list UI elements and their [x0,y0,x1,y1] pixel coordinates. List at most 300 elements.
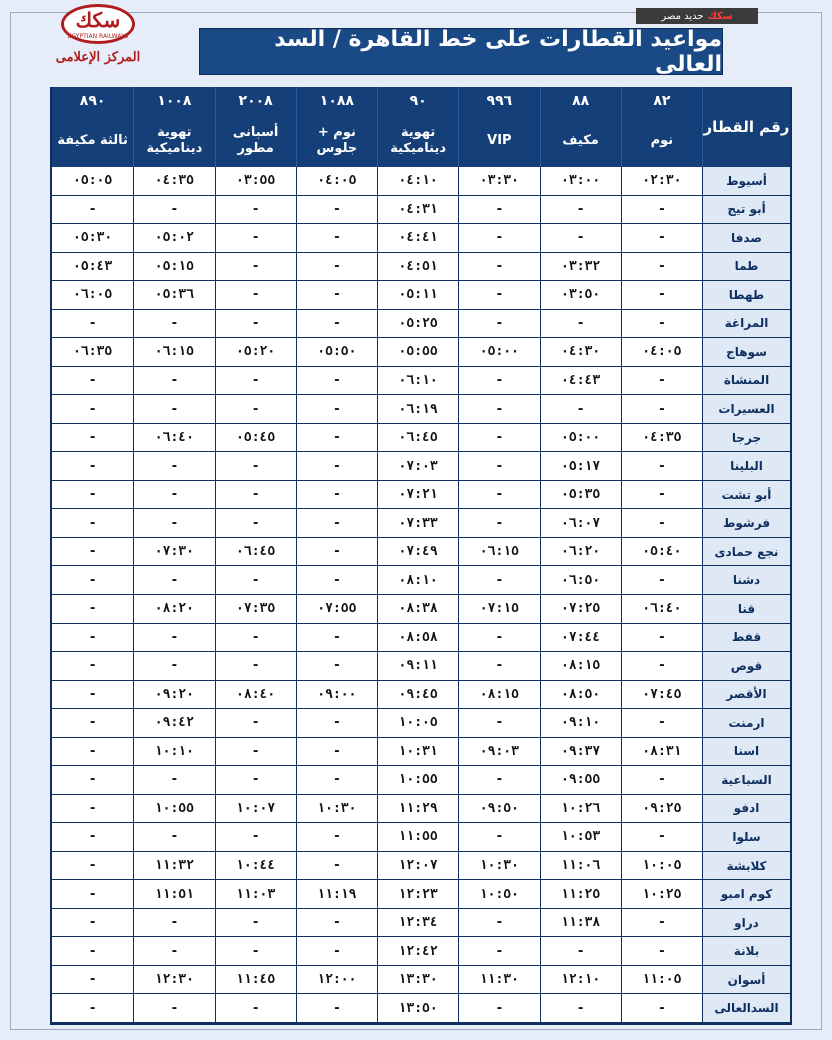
time-cell: - [215,652,296,681]
time-cell: - [621,766,702,795]
time-cell: - [133,909,214,938]
table-row [52,224,790,253]
station-name: أبو تشت [702,481,790,510]
time-cell: - [458,709,539,738]
time-cell: ٠٧:٤٥ [621,681,702,710]
time-cell: - [52,966,133,995]
page-title [199,28,723,75]
time-cell: ٠٥:٤٥ [215,424,296,453]
time-cell: - [458,253,539,282]
table-row [52,452,790,481]
time-cell: ٠٢:٣٠ [621,167,702,196]
time-cell: ١٠:٤٤ [215,852,296,881]
train-number-cell: ١٠٠٨ [133,87,214,115]
time-cell: - [458,281,539,310]
time-cell: ٠٦:٢٠ [540,538,621,567]
time-cell: ٠٤:٣٥ [621,424,702,453]
time-cell: ٠٧:٤٩ [377,538,458,567]
time-cell: ٠٣:٥٥ [215,167,296,196]
time-cell: ٠٤:٤٣ [540,367,621,396]
time-cell: ١١:٣٨ [540,909,621,938]
time-cell: ٠٥:٥٥ [377,338,458,367]
time-cell: - [133,766,214,795]
time-cell: - [215,566,296,595]
time-cell: - [52,795,133,824]
station-name: طما [702,253,790,282]
time-cell: ١٣:٥٠ [377,994,458,1023]
time-cell: ٠٤:١٠ [377,167,458,196]
time-cell: ٠٥:٣٥ [540,481,621,510]
time-cell: - [458,310,539,339]
time-cell: - [296,224,377,253]
page-title-text: مواعيد القطارات على خط القاهرة / السد العالى [274,26,722,77]
time-cell: ٠٥:٢٥ [377,310,458,339]
time-cell: - [540,395,621,424]
station-name: نجع حمادى [702,538,790,567]
time-cell: ٠٩:٢٥ [621,795,702,824]
train-type-cell: ثالثة مكيفة [52,115,133,167]
time-cell: - [52,909,133,938]
time-cell: - [133,509,214,538]
time-cell: - [621,481,702,510]
time-cell: - [215,994,296,1023]
train-number-cell: ٩٠ [377,87,458,115]
time-cell: - [621,310,702,339]
table-row [52,395,790,424]
time-cell: - [458,994,539,1023]
time-cell: ١٢:٠٧ [377,852,458,881]
time-cell: - [52,310,133,339]
time-cell: - [52,367,133,396]
train-type-cell: VIP [458,115,539,167]
time-cell: ٠٨:١٥ [540,652,621,681]
table-row [52,424,790,453]
time-cell: ١٣:٣٠ [377,966,458,995]
table-row [52,253,790,282]
time-cell: ٠٧:٥٥ [296,595,377,624]
time-cell: ٠٦:٥٠ [540,566,621,595]
time-cell: ٠٦:١٠ [377,367,458,396]
time-cell: ٠٥:١٧ [540,452,621,481]
time-cell: - [52,595,133,624]
logo-subtitle: EGYPTIAN RAILWAYS [67,33,129,40]
station-name: قفط [702,624,790,653]
time-cell: - [458,452,539,481]
table-row [52,566,790,595]
time-cell: - [215,937,296,966]
time-cell: ١٠:٣٠ [296,795,377,824]
time-cell: ٠٣:٠٠ [540,167,621,196]
time-cell: ١٠:١٠ [133,738,214,767]
time-cell: ٠٩:٢٠ [133,681,214,710]
time-cell: - [296,624,377,653]
time-cell: - [296,994,377,1023]
time-cell: - [540,994,621,1023]
time-cell: - [458,395,539,424]
time-cell: ٠٧:٤٤ [540,624,621,653]
time-cell: ١١:٠٣ [215,880,296,909]
station-name: جرجا [702,424,790,453]
time-cell: - [458,196,539,225]
time-cell: ٠٥:٤٠ [621,538,702,567]
station-name: اسنا [702,738,790,767]
time-cell: ١٢:٣٤ [377,909,458,938]
time-cell: ١٠:٥٥ [133,795,214,824]
time-cell: ٠٤:٤١ [377,224,458,253]
train-number-cell: ٢٠٠٨ [215,87,296,115]
time-cell: - [52,681,133,710]
time-cell: ٠٧:٣٣ [377,509,458,538]
time-cell: - [215,766,296,795]
time-cell: - [458,823,539,852]
time-cell: - [52,994,133,1023]
time-cell: - [215,224,296,253]
train-number-cell: ٩٩٦ [458,87,539,115]
station-name: المنشاة [702,367,790,396]
time-cell: ٠٤:٠٥ [296,167,377,196]
time-cell: - [621,395,702,424]
brand-tag-text: حديد مصر [661,10,704,22]
station-name: صدفا [702,224,790,253]
time-cell: ١٢:٠٠ [296,966,377,995]
time-cell: ٠٤:٥١ [377,253,458,282]
time-cell: - [133,937,214,966]
station-name: طهطا [702,281,790,310]
time-cell: ٠٤:٣١ [377,196,458,225]
train-type-row [52,115,790,167]
time-cell: - [52,424,133,453]
time-cell: ٠٩:١٠ [540,709,621,738]
time-cell: - [621,652,702,681]
time-cell: - [215,310,296,339]
time-cell: - [458,652,539,681]
time-cell: ٠٩:٤٥ [377,681,458,710]
time-cell: - [296,509,377,538]
time-cell: ٠٨:٤٠ [215,681,296,710]
time-cell: ١١:٥١ [133,880,214,909]
table-row [52,880,790,909]
time-cell: - [52,880,133,909]
time-cell: - [296,310,377,339]
time-cell: ٠٥:٠٠ [540,424,621,453]
time-cell: - [296,538,377,567]
time-cell: ٠٣:٥٠ [540,281,621,310]
station-name: قوص [702,652,790,681]
table-row [52,966,790,995]
station-name: كوم امبو [702,880,790,909]
time-cell: - [133,994,214,1023]
time-cell: - [52,538,133,567]
train-number-cell: ٨٩٠ [52,87,133,115]
brand-tag-red: سكك [707,10,733,22]
station-name: ادفو [702,795,790,824]
train-number-row [52,87,790,115]
time-cell: ٠٦:٤٠ [621,595,702,624]
time-cell: - [215,509,296,538]
time-cell: - [540,937,621,966]
train-number-cell: ١٠٨٨ [296,87,377,115]
time-cell: - [296,852,377,881]
time-cell: ٠٨:٣١ [621,738,702,767]
time-cell: ٠٦:١٥ [458,538,539,567]
station-name: السباعية [702,766,790,795]
table-row [52,681,790,710]
station-name: المراغة [702,310,790,339]
table-row [52,652,790,681]
time-cell: - [215,481,296,510]
logo-emblem [61,4,135,44]
train-type-cell: تهوية ديناميكية [133,115,214,167]
time-cell: - [215,823,296,852]
time-cell: ٠٦:٤٥ [377,424,458,453]
time-cell: ٠٨:٥٠ [540,681,621,710]
train-type-cell: نوم [621,115,702,167]
time-cell: ٠٧:٠٣ [377,452,458,481]
time-cell: - [215,281,296,310]
table-row [52,937,790,966]
time-cell: - [52,481,133,510]
time-cell: ٠٤:٣٠ [540,338,621,367]
time-cell: - [540,224,621,253]
time-cell: - [133,624,214,653]
time-cell: ٠٦:١٥ [133,338,214,367]
train-number-header: رقم القطار [702,87,790,167]
station-name: ارمنت [702,709,790,738]
time-cell: ٠٧:١٥ [458,595,539,624]
time-cell: ٠٨:١٠ [377,566,458,595]
time-cell: ١١:٥٥ [377,823,458,852]
time-cell: - [621,823,702,852]
time-cell: - [52,624,133,653]
time-cell: - [621,281,702,310]
table-row [52,766,790,795]
time-cell: - [621,994,702,1023]
time-cell: - [621,937,702,966]
time-cell: ٠٥:٣٦ [133,281,214,310]
time-cell: - [52,823,133,852]
time-cell: - [621,253,702,282]
time-cell: - [215,624,296,653]
table-row [52,481,790,510]
time-cell: - [296,823,377,852]
time-cell: ١٢:٤٢ [377,937,458,966]
time-cell: - [215,253,296,282]
train-type-cell: تهوية ديناميكية [377,115,458,167]
table-row [52,367,790,396]
time-cell: - [296,909,377,938]
time-cell: - [52,852,133,881]
time-cell: - [458,481,539,510]
time-cell: - [133,452,214,481]
time-cell: ٠٣:٣٢ [540,253,621,282]
time-cell: ١١:٤٥ [215,966,296,995]
timetable [52,87,790,1023]
time-cell: ٠٨:٥٨ [377,624,458,653]
time-cell: ١١:٣٠ [458,966,539,995]
time-cell: ٠٥:٠٠ [458,338,539,367]
time-cell: ١٠:٠٥ [621,852,702,881]
time-cell: - [458,566,539,595]
time-cell: ٠٥:٣٠ [52,224,133,253]
time-cell: ٠٩:٥٥ [540,766,621,795]
media-center-caption: المركز الإعلامى [55,50,141,65]
table-row [52,738,790,767]
station-name: السدالعالى [702,994,790,1023]
time-cell: ٠٩:٥٠ [458,795,539,824]
table-row [52,795,790,824]
time-cell: ٠٥:١٥ [133,253,214,282]
time-cell: - [296,481,377,510]
table-row [52,852,790,881]
brand-tag [636,8,758,24]
timetable-body [52,167,790,1023]
time-cell: - [52,452,133,481]
station-name: أسوان [702,966,790,995]
train-number-cell: ٨٨ [540,87,621,115]
time-cell: ٠٥:٢٠ [215,338,296,367]
time-cell: - [296,652,377,681]
time-cell: - [296,766,377,795]
table-row [52,509,790,538]
time-cell: - [133,395,214,424]
time-cell: - [296,395,377,424]
time-cell: - [52,395,133,424]
time-cell: - [52,196,133,225]
time-cell: ١١:٠٥ [621,966,702,995]
time-cell: ١٠:٢٦ [540,795,621,824]
station-name: الأقصر [702,681,790,710]
train-type-cell: نوم + جلوس [296,115,377,167]
time-cell: ٠٩:٠٠ [296,681,377,710]
time-cell: - [133,823,214,852]
time-cell: ١٢:٢٣ [377,880,458,909]
time-cell: ١٠:٣١ [377,738,458,767]
time-cell: ٠٩:٤٢ [133,709,214,738]
time-cell: - [621,196,702,225]
station-name: بلانة [702,937,790,966]
time-cell: ٠٤:٠٥ [621,338,702,367]
time-cell: ١١:٢٥ [540,880,621,909]
time-cell: - [458,509,539,538]
time-cell: - [133,652,214,681]
time-cell: - [215,367,296,396]
table-row [52,994,790,1023]
time-cell: - [133,481,214,510]
time-cell: ١٠:٥٥ [377,766,458,795]
time-cell: - [621,566,702,595]
time-cell: ١٠:٣٠ [458,852,539,881]
time-cell: - [458,224,539,253]
time-cell: - [133,566,214,595]
time-cell: - [296,281,377,310]
time-cell: - [458,367,539,396]
time-cell: - [296,424,377,453]
time-cell: ٠٩:١١ [377,652,458,681]
time-cell: ٠٨:٣٨ [377,595,458,624]
time-cell: - [52,766,133,795]
time-cell: ٠٦:٠٥ [52,281,133,310]
logo-script: سكك [75,8,121,32]
table-row [52,538,790,567]
time-cell: - [621,509,702,538]
time-cell: - [540,310,621,339]
time-cell: ١١:٣٢ [133,852,214,881]
time-cell: - [296,196,377,225]
time-cell: ١١:٠٦ [540,852,621,881]
station-name: العسيرات [702,395,790,424]
time-cell: ١٠:٠٧ [215,795,296,824]
time-cell: - [133,196,214,225]
time-cell: - [215,452,296,481]
time-cell: - [458,937,539,966]
time-cell: - [52,566,133,595]
time-cell: ٠٨:٢٠ [133,595,214,624]
time-cell: ١١:٢٩ [377,795,458,824]
station-name: سوهاج [702,338,790,367]
time-cell: ١١:١٩ [296,880,377,909]
station-name: سلوا [702,823,790,852]
table-row [52,709,790,738]
time-cell: - [215,738,296,767]
station-name: البلينا [702,452,790,481]
time-cell: - [296,937,377,966]
time-cell: ٠٦:٣٥ [52,338,133,367]
time-cell: ١٢:٣٠ [133,966,214,995]
time-cell: ٠٥:٠٥ [52,167,133,196]
table-row [52,281,790,310]
time-cell: ٠٧:٣٠ [133,538,214,567]
time-cell: - [296,566,377,595]
time-cell: - [215,395,296,424]
railway-logo [48,4,148,74]
table-row [52,624,790,653]
timetable-container [50,87,792,1025]
train-number-cell: ٨٢ [621,87,702,115]
time-cell: ١٠:٢٥ [621,880,702,909]
time-cell: - [621,624,702,653]
station-name: فرشوط [702,509,790,538]
table-row [52,338,790,367]
time-cell: - [540,196,621,225]
table-row [52,909,790,938]
time-cell: - [296,367,377,396]
time-cell: ٠٩:٠٣ [458,738,539,767]
table-row [52,823,790,852]
table-row [52,167,790,196]
time-cell: ٠٧:٢٥ [540,595,621,624]
time-cell: ٠٧:٣٥ [215,595,296,624]
time-cell: - [215,909,296,938]
train-type-cell: أسبانى مطور [215,115,296,167]
time-cell: ٠٥:٠٢ [133,224,214,253]
time-cell: ١٠:٠٥ [377,709,458,738]
train-type-cell: مكيف [540,115,621,167]
time-cell: ١٠:٥٠ [458,880,539,909]
time-cell: - [621,452,702,481]
table-row [52,196,790,225]
station-name: دراو [702,909,790,938]
time-cell: - [621,224,702,253]
time-cell: - [296,253,377,282]
table-row [52,310,790,339]
time-cell: - [296,452,377,481]
time-cell: - [52,738,133,767]
time-cell: - [458,909,539,938]
time-cell: ٠٦:٠٧ [540,509,621,538]
time-cell: - [621,367,702,396]
time-cell: - [215,709,296,738]
time-cell: - [296,738,377,767]
